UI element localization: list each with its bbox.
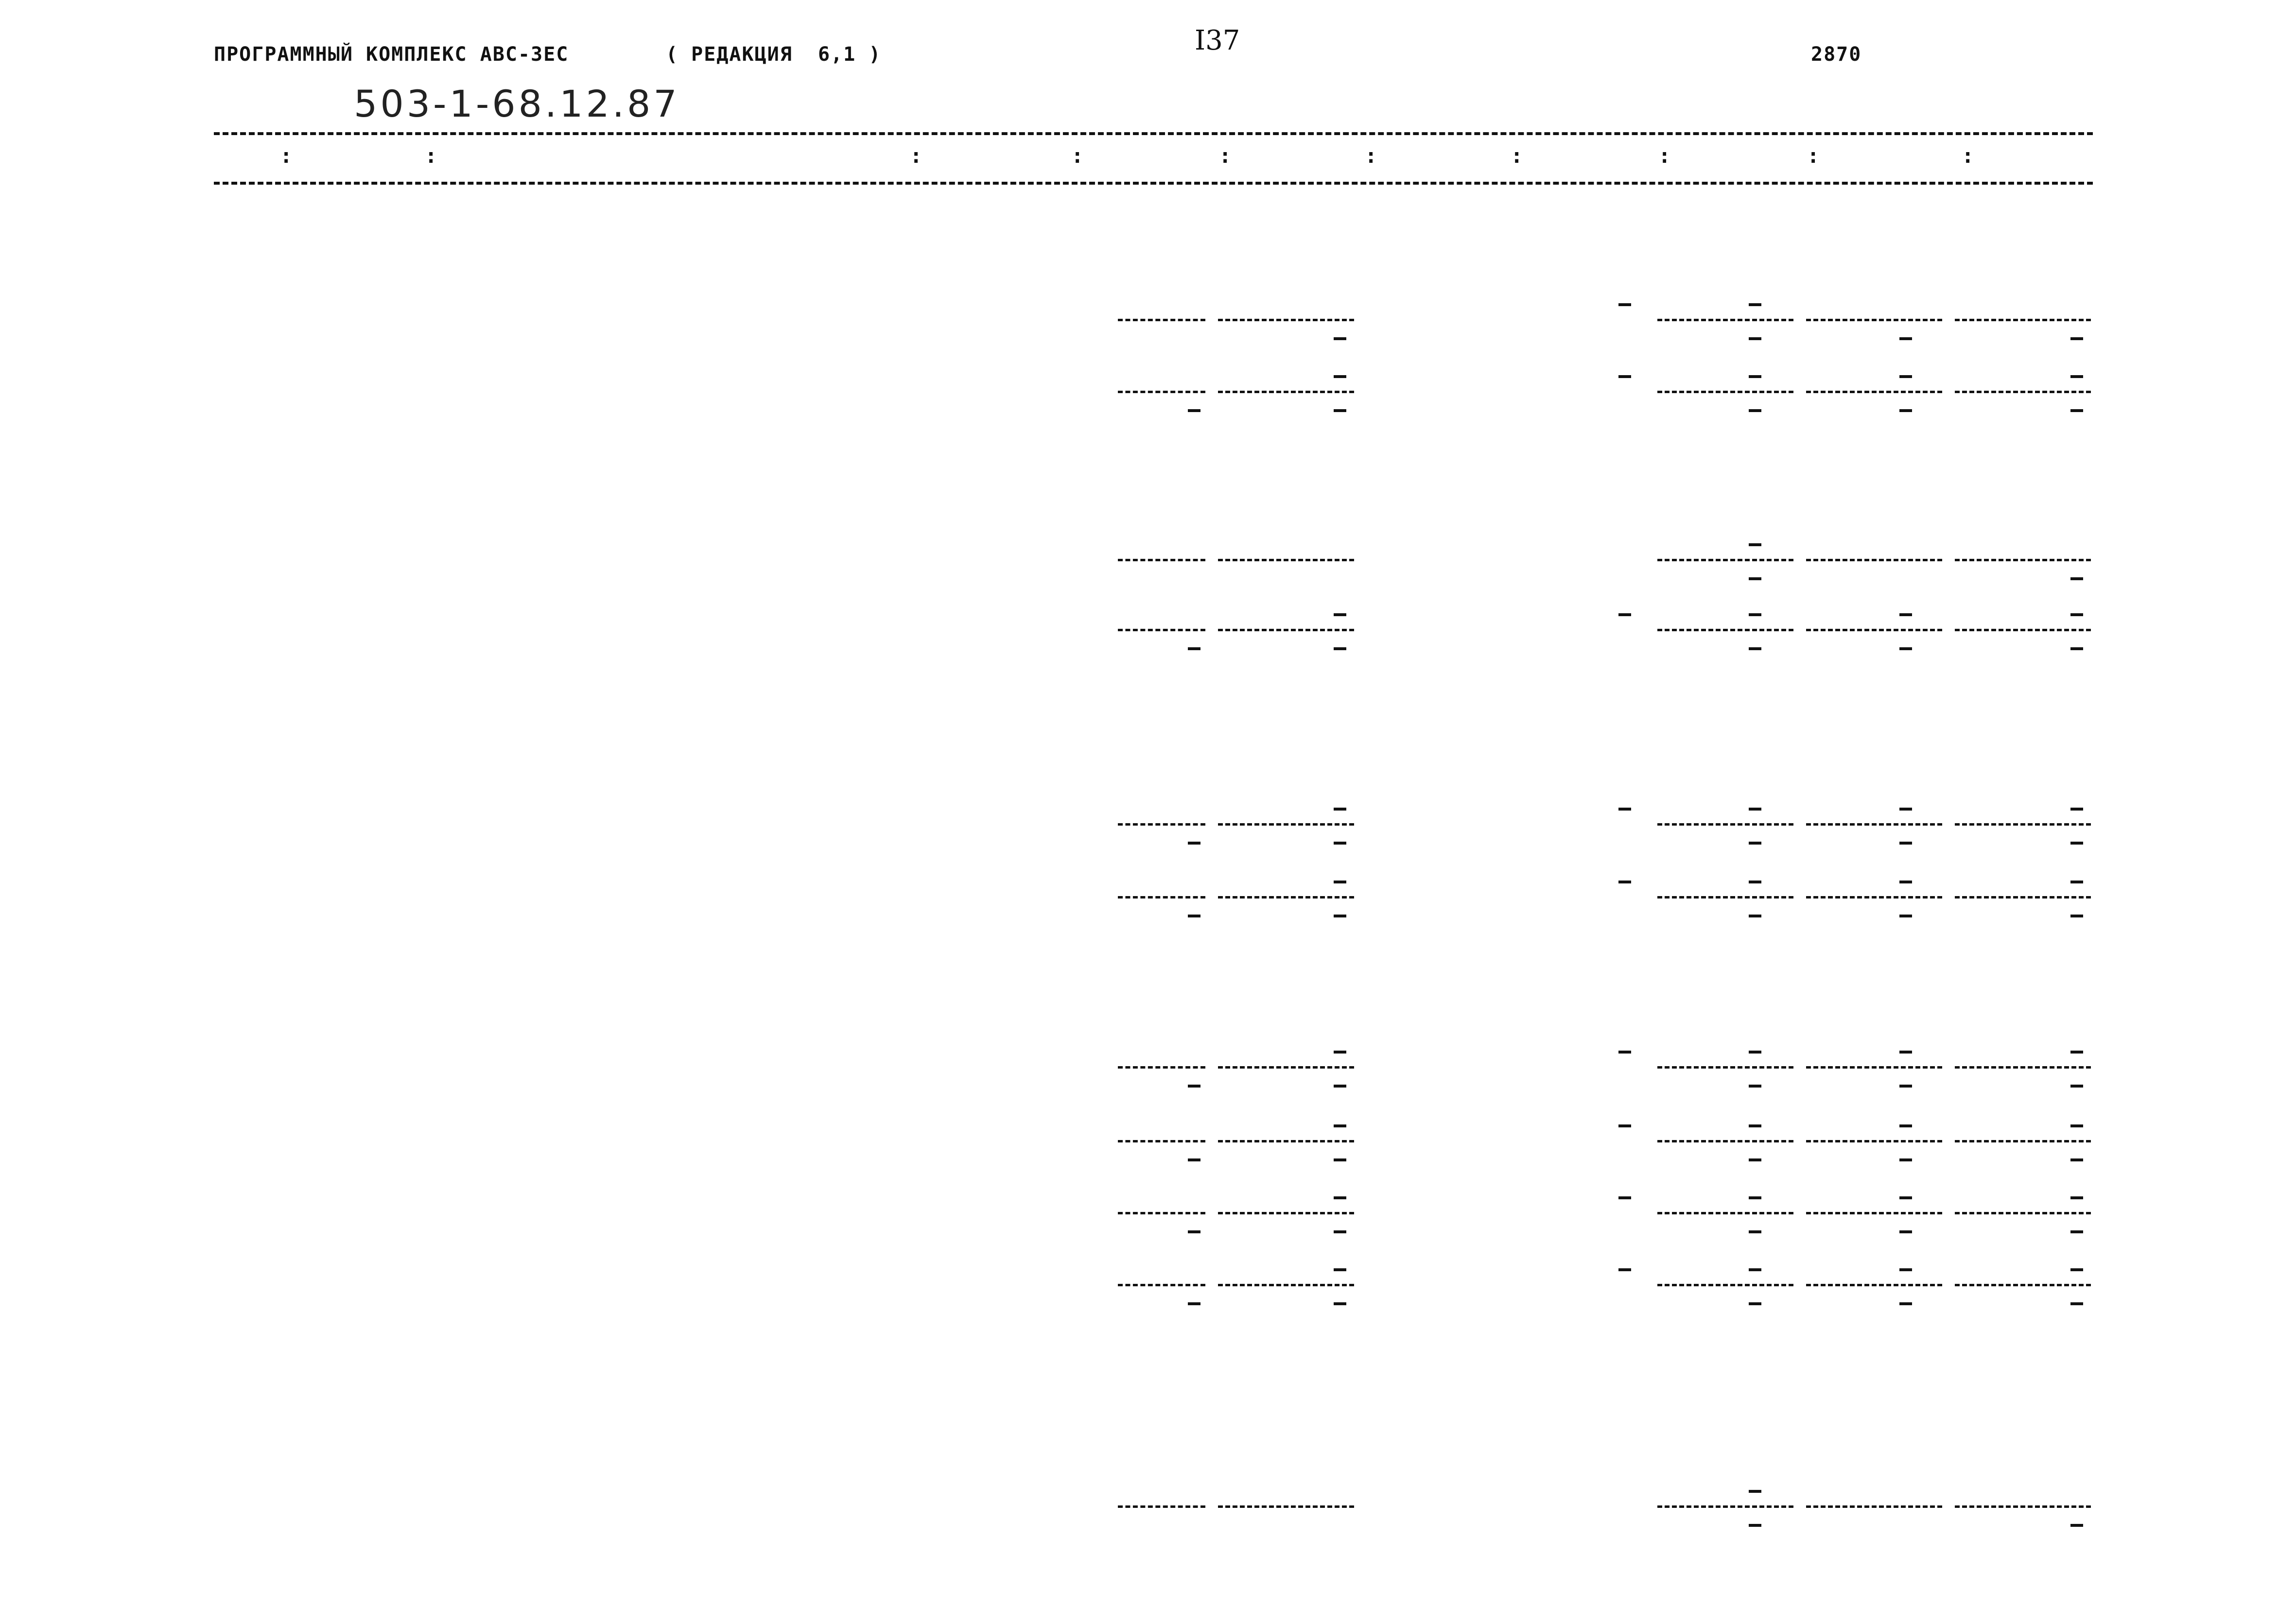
fraction-line — [1218, 391, 1354, 393]
c10b-empty-dash — [1899, 337, 1912, 340]
page-number: I37 — [1195, 25, 1240, 56]
c10b-empty-dash — [1899, 842, 1912, 845]
c10b-empty-dash — [1899, 1230, 1912, 1233]
edition-label: ( РЕДАКЦИЯ 6,1 ) — [666, 43, 882, 66]
fraction-line — [1657, 823, 1793, 826]
fraction-line — [1118, 1284, 1205, 1286]
c10b-empty-dash — [1899, 647, 1912, 650]
c9b-empty-dash — [1749, 1230, 1761, 1233]
c6-empty-dash — [1334, 613, 1346, 616]
fraction-line — [1118, 1505, 1205, 1508]
fraction-line — [1955, 391, 2091, 393]
c10b-empty-dash — [1899, 1302, 1912, 1305]
c10-empty-dash — [1899, 881, 1912, 883]
fraction-line — [1657, 629, 1793, 631]
fraction-line — [1657, 391, 1793, 393]
c11-empty-dash — [2070, 808, 2083, 811]
c9b-empty-dash — [1749, 915, 1761, 917]
c11-empty-dash — [2070, 613, 2083, 616]
fraction-line — [1955, 1140, 2091, 1142]
c9b-empty-dash — [1749, 842, 1761, 845]
column-separator: : — [1365, 144, 1377, 168]
c10b-empty-dash — [1899, 1158, 1912, 1161]
c11b-empty-dash — [2070, 1158, 2083, 1161]
c6-empty-dash — [1334, 1051, 1346, 1054]
fraction-line — [1118, 559, 1205, 561]
c11-empty-dash — [2070, 881, 2083, 883]
fraction-line — [1806, 391, 1942, 393]
fraction-line — [1657, 1505, 1793, 1508]
c5b-empty-dash — [1188, 1085, 1200, 1088]
fraction-line — [1218, 1212, 1354, 1214]
column-separator: : — [1219, 144, 1232, 168]
c6-empty-dash — [1334, 1268, 1346, 1271]
c9b-empty-dash — [1749, 1085, 1761, 1088]
c11b-empty-dash — [2070, 409, 2083, 412]
fraction-line — [1806, 1505, 1942, 1508]
fraction-line — [1218, 896, 1354, 899]
c9b-empty-dash — [1749, 1524, 1761, 1527]
fraction-line — [1218, 1284, 1354, 1286]
c9b-empty-dash — [1749, 577, 1761, 580]
fraction-line — [1657, 559, 1793, 561]
fraction-line — [1806, 896, 1942, 899]
fraction-line — [1806, 559, 1942, 561]
column-separator: : — [280, 144, 293, 168]
c6-empty-dash — [1334, 808, 1346, 811]
c9-empty-dash — [1749, 1268, 1761, 1271]
fraction-line — [1955, 1284, 2091, 1286]
c11b-empty-dash — [2070, 915, 2083, 917]
c5b-empty-dash — [1188, 1158, 1200, 1161]
c5b-empty-dash — [1188, 915, 1200, 917]
c10-empty-dash — [1899, 808, 1912, 811]
fraction-line — [1806, 319, 1942, 321]
handwritten-reference: 503-1-68.12.87 — [354, 82, 680, 125]
c11b-empty-dash — [2070, 647, 2083, 650]
fraction-line — [1806, 1140, 1942, 1142]
c11b-empty-dash — [2070, 337, 2083, 340]
c8-empty-dash — [1618, 808, 1631, 811]
c8-empty-dash — [1618, 1124, 1631, 1127]
c5b-empty-dash — [1188, 1302, 1200, 1305]
fraction-line — [1955, 319, 2091, 321]
c5b-empty-dash — [1188, 842, 1200, 845]
fraction-line — [1955, 823, 2091, 826]
c11b-empty-dash — [2070, 1085, 2083, 1088]
c6b-empty-dash — [1334, 842, 1346, 845]
c9-empty-dash — [1749, 1124, 1761, 1127]
fraction-line — [1657, 896, 1793, 899]
c8-empty-dash — [1618, 1051, 1631, 1054]
c9-empty-dash — [1749, 808, 1761, 811]
c9-empty-dash — [1749, 1051, 1761, 1054]
fraction-line — [1657, 1212, 1793, 1214]
column-separator: : — [1807, 144, 1820, 168]
c6b-empty-dash — [1334, 915, 1346, 917]
fraction-line — [1955, 1212, 2091, 1214]
c5b-empty-dash — [1188, 1230, 1200, 1233]
c6b-empty-dash — [1334, 337, 1346, 340]
c10-empty-dash — [1899, 1124, 1912, 1127]
c6b-empty-dash — [1334, 1230, 1346, 1233]
column-separator: : — [1511, 144, 1523, 168]
c9-empty-dash — [1749, 543, 1761, 546]
c9-empty-dash — [1749, 303, 1761, 306]
c8-empty-dash — [1618, 375, 1631, 378]
c11-empty-dash — [2070, 1268, 2083, 1271]
fraction-line — [1218, 1140, 1354, 1142]
c9b-empty-dash — [1749, 409, 1761, 412]
c9b-empty-dash — [1749, 1302, 1761, 1305]
c9b-empty-dash — [1749, 1158, 1761, 1161]
fraction-line — [1657, 319, 1793, 321]
fraction-line — [1118, 896, 1205, 899]
column-separator: : — [1962, 144, 1974, 168]
column-separator: : — [425, 144, 437, 168]
c6b-empty-dash — [1334, 409, 1346, 412]
c11-empty-dash — [2070, 375, 2083, 378]
fraction-line — [1806, 823, 1942, 826]
fraction-line — [1218, 823, 1354, 826]
fraction-line — [1806, 1284, 1942, 1286]
c9b-empty-dash — [1749, 337, 1761, 340]
column-separator: : — [1658, 144, 1671, 168]
fraction-line — [1657, 1140, 1793, 1142]
column-separator: : — [910, 144, 922, 168]
c8-empty-dash — [1618, 881, 1631, 883]
fraction-line — [1657, 1284, 1793, 1286]
c8-empty-dash — [1618, 1196, 1631, 1199]
c10b-empty-dash — [1899, 1085, 1912, 1088]
c10b-empty-dash — [1899, 915, 1912, 917]
header-rule-top — [214, 132, 2093, 135]
c6b-empty-dash — [1334, 1085, 1346, 1088]
header-rule-bottom — [214, 182, 2093, 185]
c6b-empty-dash — [1334, 1158, 1346, 1161]
c11b-empty-dash — [2070, 1302, 2083, 1305]
column-separator: : — [1071, 144, 1084, 168]
c8-empty-dash — [1618, 303, 1631, 306]
c5b-empty-dash — [1188, 647, 1200, 650]
c9-empty-dash — [1749, 613, 1761, 616]
c6-empty-dash — [1334, 1196, 1346, 1199]
c9-empty-dash — [1749, 881, 1761, 883]
fraction-line — [1218, 559, 1354, 561]
c10-empty-dash — [1899, 375, 1912, 378]
fraction-line — [1118, 319, 1205, 321]
c10b-empty-dash — [1899, 409, 1912, 412]
c9-empty-dash — [1749, 1490, 1761, 1493]
c9-empty-dash — [1749, 375, 1761, 378]
c6-empty-dash — [1334, 375, 1346, 378]
c5b-empty-dash — [1188, 409, 1200, 412]
c11b-empty-dash — [2070, 1524, 2083, 1527]
c11-empty-dash — [2070, 1196, 2083, 1199]
fraction-line — [1118, 1212, 1205, 1214]
fraction-line — [1955, 896, 2091, 899]
fraction-line — [1118, 1066, 1205, 1069]
c9-empty-dash — [1749, 1196, 1761, 1199]
fraction-line — [1118, 1140, 1205, 1142]
c6-empty-dash — [1334, 1124, 1346, 1127]
c10-empty-dash — [1899, 1196, 1912, 1199]
c10-empty-dash — [1899, 1268, 1912, 1271]
fraction-line — [1218, 1505, 1354, 1508]
fraction-line — [1806, 629, 1942, 631]
fraction-line — [1955, 629, 2091, 631]
c10-empty-dash — [1899, 1051, 1912, 1054]
c11b-empty-dash — [2070, 842, 2083, 845]
c6b-empty-dash — [1334, 647, 1346, 650]
fraction-line — [1218, 319, 1354, 321]
fraction-line — [1955, 559, 2091, 561]
c8-empty-dash — [1618, 613, 1631, 616]
c11b-empty-dash — [2070, 1230, 2083, 1233]
c11-empty-dash — [2070, 1124, 2083, 1127]
fraction-line — [1118, 823, 1205, 826]
fraction-line — [1118, 629, 1205, 631]
fraction-line — [1806, 1066, 1942, 1069]
c9b-empty-dash — [1749, 647, 1761, 650]
fraction-line — [1657, 1066, 1793, 1069]
c11-empty-dash — [2070, 1051, 2083, 1054]
c6-empty-dash — [1334, 881, 1346, 883]
fraction-line — [1955, 1505, 2091, 1508]
program-title: ПРОГРАММНЫЙ КОМПЛЕКС АВС-3ЕС — [214, 43, 569, 66]
fraction-line — [1955, 1066, 2091, 1069]
fraction-line — [1218, 1066, 1354, 1069]
c10-empty-dash — [1899, 613, 1912, 616]
c6b-empty-dash — [1334, 1302, 1346, 1305]
document-code: 2870 — [1811, 43, 1862, 66]
c8-empty-dash — [1618, 1268, 1631, 1271]
fraction-line — [1218, 629, 1354, 631]
fraction-line — [1806, 1212, 1942, 1214]
c11b-empty-dash — [2070, 577, 2083, 580]
fraction-line — [1118, 391, 1205, 393]
